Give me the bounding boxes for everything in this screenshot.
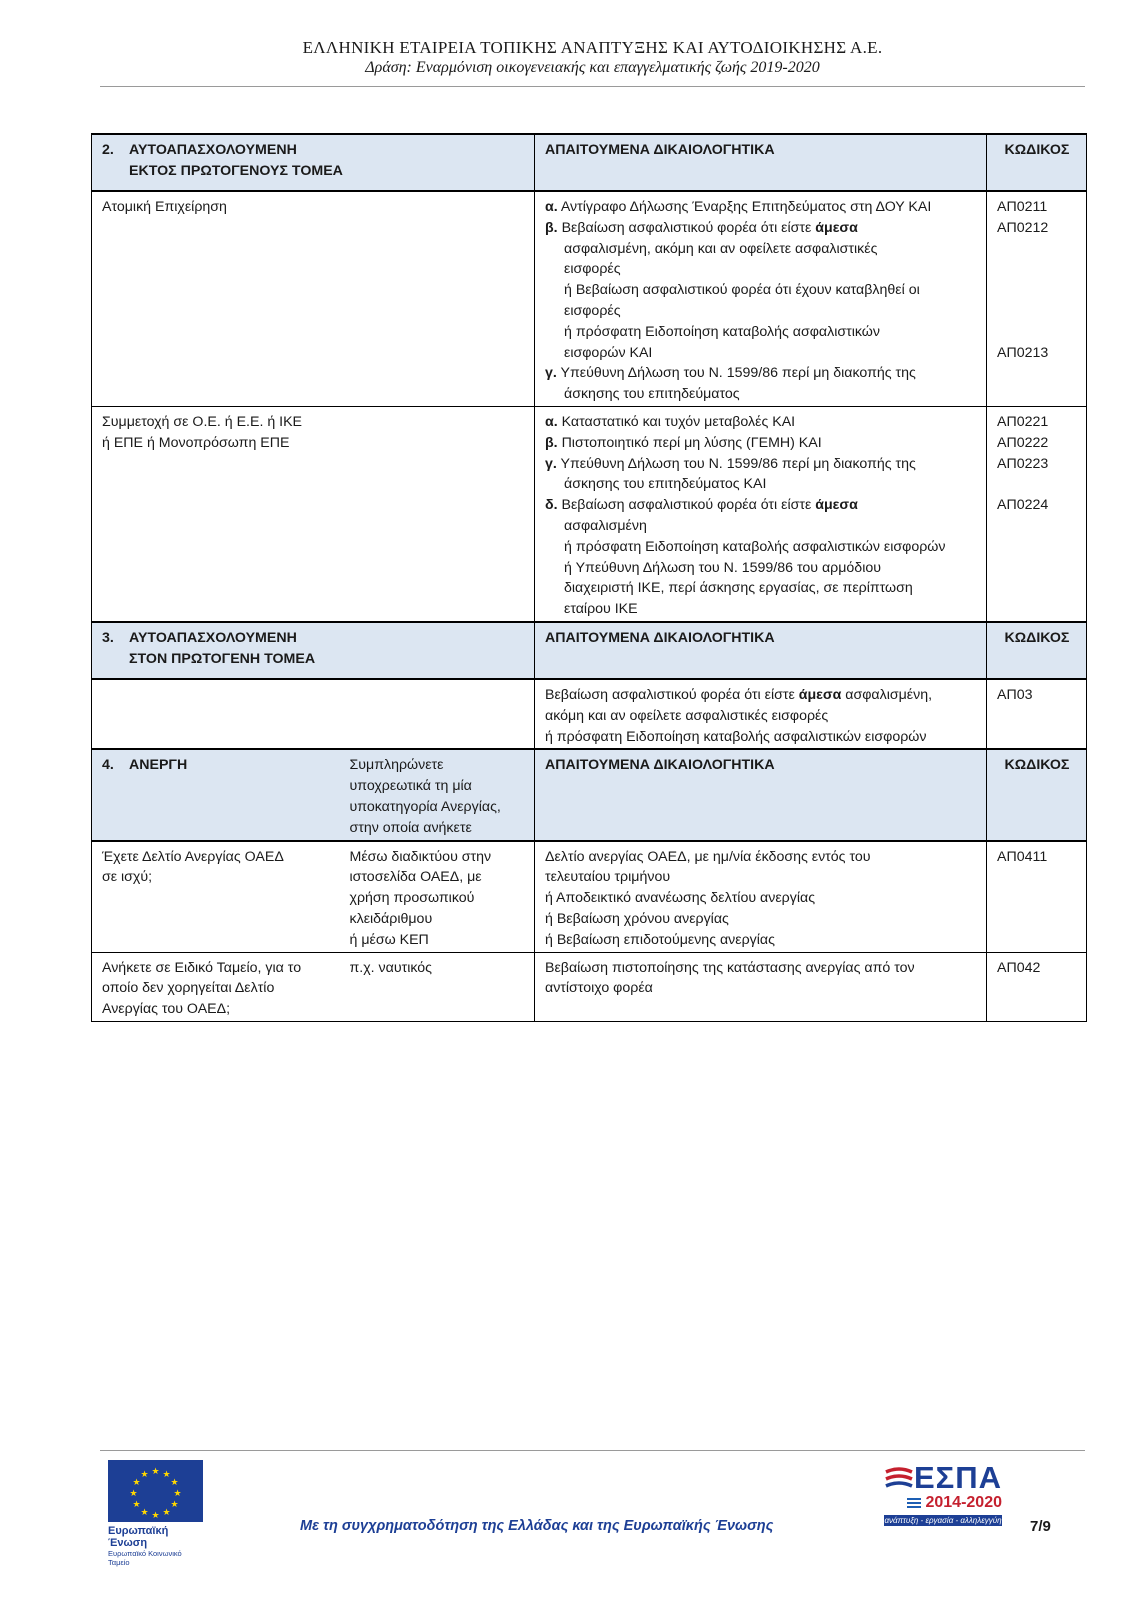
document-codes: ΑΠ0411 (987, 841, 1087, 952)
page-number: 7/9 (1030, 1518, 1051, 1535)
section-2-header (92, 134, 1087, 191)
svg-text:★: ★ (129, 1489, 138, 1499)
section-4-title: 4. ΑΝΕΡΓΗ (92, 749, 340, 840)
table-row (92, 679, 1087, 749)
required-documents: Βεβαίωση ασφαλιστικού φορέα ότι είστε άμεσα ασφαλισμένη, ακόμη και αν οφείλετε ασφαλιστικές εισφορές ή πρόσφατη Ειδοποίηση καταβολής ασφαλιστικών εισφορών (535, 679, 987, 749)
eu-logo (108, 1460, 205, 1567)
table-row (92, 952, 1087, 1021)
section-4-header (92, 749, 1087, 840)
how-to-obtain: π.χ. ναυτικός (340, 952, 535, 1021)
row-label: Ατομική Επιχείρηση (92, 191, 340, 406)
espa-years: 2014-2020 (925, 1494, 1002, 1511)
document-codes: ΑΠ042 (987, 952, 1087, 1021)
svg-text:★: ★ (173, 1489, 182, 1499)
required-documents: α. Καταστατικό και τυχόν μεταβολές ΚΑΙ β. Πιστοποιητικό περί μη λύσης (ΓΕΜΗ) ΚΑΙ γ. Υπεύθυνη Δήλωση του Ν. 1599/86 περί μη διακοπής της άσκησης του επιτηδεύματος ΚΑΙ δ. Βεβαίωση ασφαλιστικού φορέα ότι είστε άμεσα ασφαλισμένη ή πρόσφατη Ειδοποίηση καταβολής ασφαλιστικών εισφορών ή Υπεύθυνη Δήλωση του Ν. 1599/86 του αρμόδιου διαχειριστή ΙΚΕ, περί άσκησης εργασίας, σε περίπτωση εταίρου ΙΚΕ (535, 406, 987, 621)
table-row (92, 191, 1087, 406)
documents-table (91, 133, 1087, 1022)
code-column-header: ΚΩΔΙΚΟΣ (987, 134, 1087, 191)
required-documents: Δελτίο ανεργίας ΟΑΕΔ, με ημ/νία έκδοσης εντός του τελευταίου τριμήνου ή Αποδεικτικό ανανέωσης δελτίου ανεργίας ή Βεβαίωση χρόνου ανεργίας ή Βεβαίωση επιδοτούμενης ανεργίας (535, 841, 987, 952)
svg-text:★: ★ (151, 1511, 160, 1521)
document-codes: ΑΠ03 (987, 679, 1087, 749)
table-row (92, 406, 1087, 621)
eu-fund: Ευρωπαϊκό Κοινωνικό Ταμείο (108, 1549, 182, 1567)
row-label: Συμμετοχή σε Ο.Ε. ή Ε.Ε. ή ΙΚΕ ή ΕΠΕ ή Μονοπρόσωπη ΕΠΕ (92, 406, 340, 621)
cofunding-text: Με τη συγχρηματοδότηση της Ελλάδας και της Ευρωπαϊκής Ένωσης (300, 1518, 774, 1534)
document-codes: ΑΠ0211 ΑΠ0212 ΑΠ0213 (987, 191, 1087, 406)
required-documents: α. Αντίγραφο Δήλωσης Έναρξης Επιτηδεύματος στη ΔΟΥ ΚΑΙ β. Βεβαίωση ασφαλιστικού φορέα ότι είστε άμεσα ασφαλισμένη, ακόμη και αν οφείλετε ασφαλιστικές εισφορές ή Βεβαίωση ασφαλιστικού φορέα ότι έχουν καταβληθεί οι εισφορές ή πρόσφατη Ειδοποίηση καταβολής ασφαλιστικών εισφορών ΚΑΙ γ. Υπεύθυνη Δήλωση του Ν. 1599/86 περί μη διακοπής της άσκησης του επιτηδεύματος (535, 191, 987, 406)
row-label: Ανήκετε σε Ειδικό Ταμείο, για το οποίο δεν χορηγείται Δελτίο Ανεργίας του ΟΑΕΔ; (92, 952, 340, 1021)
code-column-header: ΚΩΔΙΚΟΣ (987, 749, 1087, 840)
svg-text:★: ★ (170, 1478, 179, 1488)
organization-name: ΕΛΛΗΝΙΚΗ ΕΤΑΙΡΕΙΑ ΤΟΠΙΚΗΣ ΑΝΑΠΤΥΞΗΣ ΚΑΙ ΑΥΤΟΔΙΟΙΚΗΣΗΣ Α.Ε. (302, 38, 883, 57)
svg-text:★: ★ (140, 1508, 149, 1518)
how-to-obtain: Μέσω διαδικτύου στην ιστοσελίδα ΟΑΕΔ, με χρήση προσωπικού κλειδάριθμου ή μέσω ΚΕΠ (340, 841, 535, 952)
svg-text:★: ★ (140, 1470, 149, 1480)
espa-tagline: ανάπτυξη - εργασία - αλληλεγγύη (884, 1516, 1002, 1525)
svg-text:★: ★ (170, 1500, 179, 1510)
espa-waves-icon (884, 1464, 914, 1492)
header-divider (100, 86, 1085, 87)
svg-text:★: ★ (132, 1478, 141, 1488)
section-4-note: Συμπληρώνετε υποχρεωτικά τη μία υποκατηγορία Ανεργίας, στην οποία ανήκετε (340, 749, 535, 840)
required-documents: Βεβαίωση πιστοποίησης της κατάστασης ανεργίας από τον αντίστοιχο φορέα (535, 952, 987, 1021)
row-label: Έχετε Δελτίο Ανεργίας ΟΑΕΔ σε ισχύ; (92, 841, 340, 952)
section-2-title: 2. ΑΥΤΟΑΠΑΣΧΟΛΟΥΜΕΝΗ ΕΚΤΟΣ ΠΡΩΤΟΓΕΝΟΥΣ ΤΟΜΕΑ (92, 134, 535, 191)
svg-text:★: ★ (162, 1470, 171, 1480)
espa-logo (884, 1462, 1002, 1526)
table-row (92, 841, 1087, 952)
svg-text:★: ★ (162, 1508, 171, 1518)
code-column-header: ΚΩΔΙΚΟΣ (987, 622, 1087, 679)
greek-flag-icon (907, 1498, 921, 1508)
docs-column-header: ΑΠΑΙΤΟΥΜΕΝΑ ΔΙΚΑΙΟΛΟΓΗΤΙΚΑ (535, 134, 987, 191)
section-3-header (92, 622, 1087, 679)
espa-title: ΕΣΠΑ (913, 1460, 1002, 1495)
docs-column-header: ΑΠΑΙΤΟΥΜΕΝΑ ΔΙΚΑΙΟΛΟΓΗΤΙΚΑ (535, 622, 987, 679)
action-title: Δράση: Εναρμόνιση οικογενειακής και επαγγελματικής ζωής 2019-2020 (365, 59, 820, 76)
document-codes: ΑΠ0221 ΑΠ0222 ΑΠ0223 ΑΠ0224 (987, 406, 1087, 621)
docs-column-header: ΑΠΑΙΤΟΥΜΕΝΑ ΔΙΚΑΙΟΛΟΓΗΤΙΚΑ (535, 749, 987, 840)
eu-flag-icon (108, 1460, 203, 1522)
svg-text:★: ★ (132, 1500, 141, 1510)
eu-name: Ευρωπαϊκή Ένωση (108, 1525, 169, 1549)
page-header (100, 38, 1085, 78)
section-3-title: 3. ΑΥΤΟΑΠΑΣΧΟΛΟΥΜΕΝΗ ΣΤΟΝ ΠΡΩΤΟΓΕΝΗ ΤΟΜΕΑ (92, 622, 535, 679)
footer-divider (100, 1450, 1085, 1451)
svg-text:★: ★ (151, 1467, 160, 1477)
